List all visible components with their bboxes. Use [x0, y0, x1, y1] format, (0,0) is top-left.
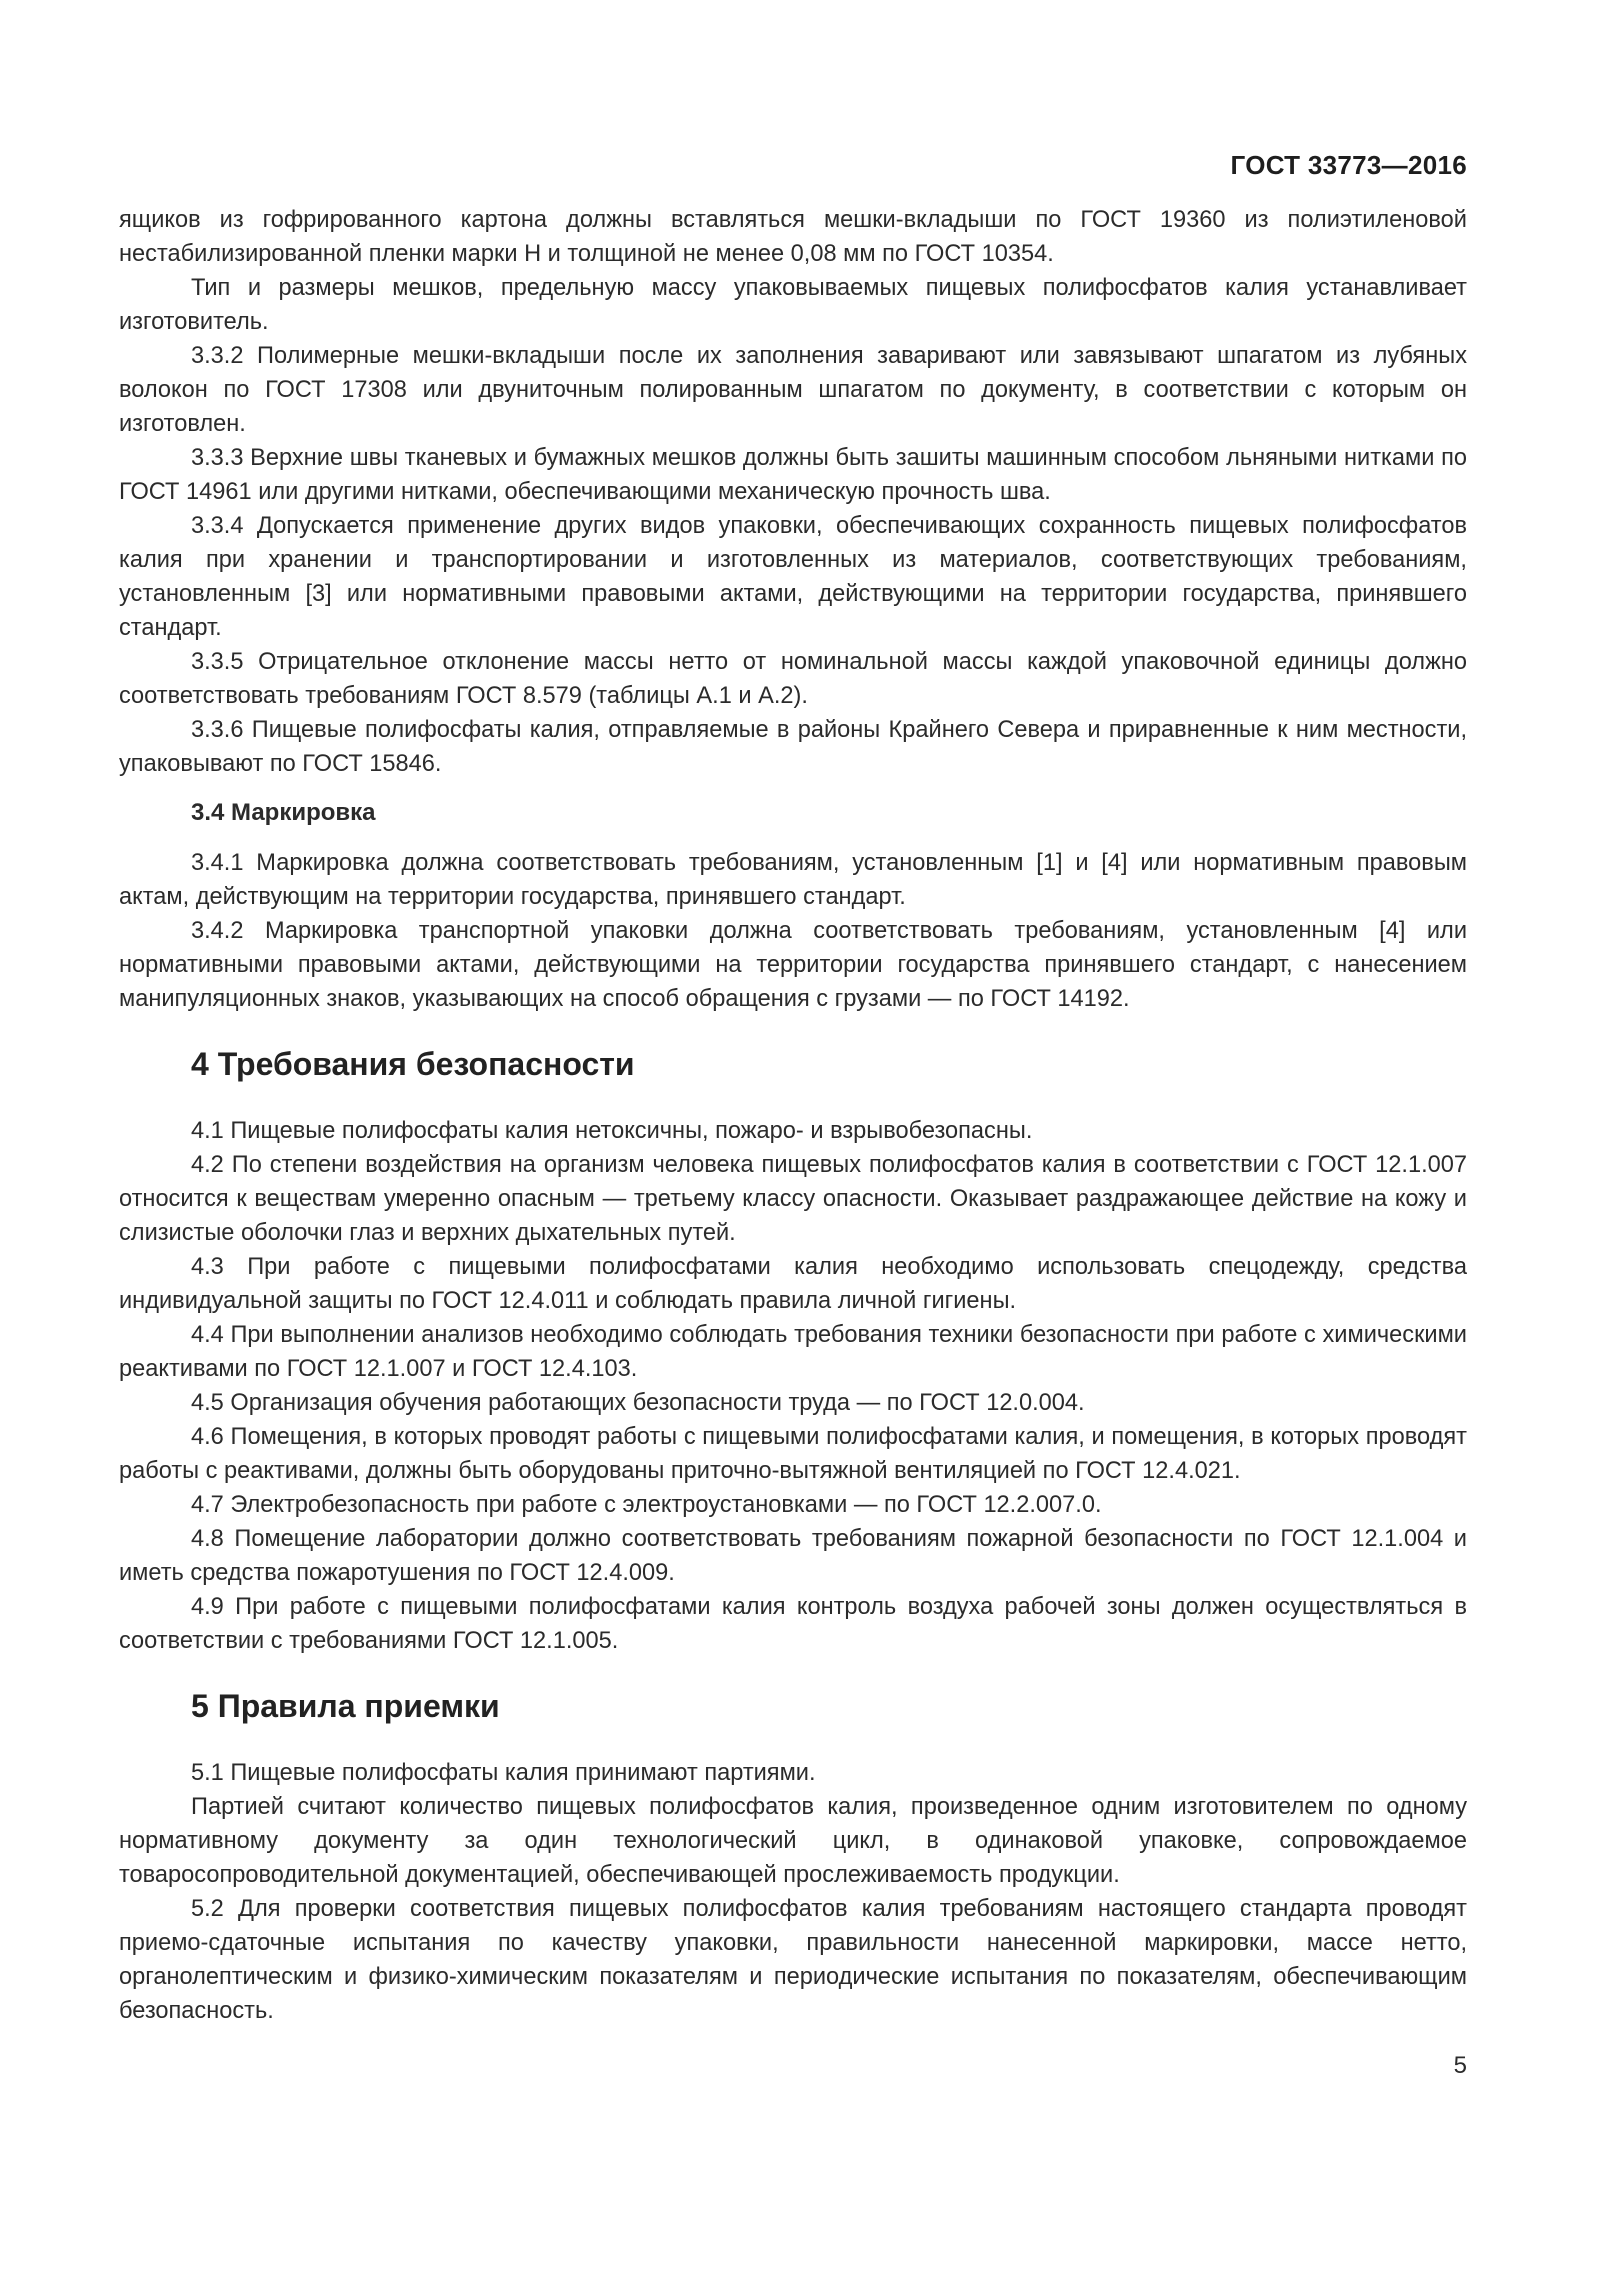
paragraph-4-3: 4.3 При работе с пищевыми полифосфатами калия необходимо использовать спецодежду, средства индивидуальной защиты по ГОСТ 12.4.011 и соблюдать правила личной гигиены. [119, 1254, 1467, 1314]
paragraph-3-3-6: 3.3.6 Пищевые полифосфаты калия, отправляемые в районы Крайнего Севера и приравненные к ним местности, упаковывают по ГОСТ 15846. [119, 717, 1467, 777]
packaging-continuation [119, 203, 1467, 781]
paragraph-4-9: 4.9 При работе с пищевыми полифосфатами калия контроль воздуха рабочей зоны должен осуществляться в соответствии с требованиями ГОСТ 12.1.005. [119, 1594, 1467, 1654]
paragraph-3-4-2: 3.4.2 Маркировка транспортной упаковки должна соответствовать требованиям, установленным [4] или нормативными правовыми актами, действующими на территории государства принявшего стандарт, с нанесением манипуляционных знаков, указывающих на способ обращения с грузами — по ГОСТ 14192. [119, 918, 1467, 1012]
section-heading-4: 4 Требования безопасности [191, 1046, 635, 1082]
paragraph-4-8: 4.8 Помещение лаборатории должно соответствовать требованиям пожарной безопасности по ГОСТ 12.1.004 и иметь средства пожаротушения по ГОСТ 12.4.009. [119, 1526, 1467, 1586]
paragraph-5-2: 5.2 Для проверки соответствия пищевых полифосфатов калия требованиям настоящего стандарта проводят приемо-сдаточные испытания по качеству упаковки, правильности нанесенной маркировки, массе нетто, органолептическим и физико-химическим показателям и периодические испытания по показателям, обеспечивающим безопасность. [119, 1896, 1467, 2024]
paragraph-continuation: ящиков из гофрированного картона должны вставляться мешки-вкладыши по ГОСТ 19360 из полиэтиленовой нестабилизированной пленки марки Н и толщиной не менее 0,08 мм по ГОСТ 10354. [119, 207, 1467, 267]
paragraph-4-4: 4.4 При выполнении анализов необходимо соблюдать требования техники безопасности при работе с химическими реактивами по ГОСТ 12.1.007 и ГОСТ 12.4.103. [119, 1322, 1467, 1382]
paragraph-3-3-2: 3.3.2 Полимерные мешки-вкладыши после их заполнения заваривают или завязывают шпагатом из лубяных волокон по ГОСТ 17308 или двуниточным полированным шпагатом по документу, в соответствии с которым он изготовлен. [119, 343, 1467, 437]
paragraph-4-2: 4.2 По степени воздействия на организм человека пищевых полифосфатов калия в соответствии с ГОСТ 12.1.007 относится к веществам умеренно опасным — третьему классу опасности. Оказывает раздражающее действие на кожу и слизистые оболочки глаз и верхних дыхательных путей. [119, 1152, 1467, 1246]
document-id: ГОСТ 33773—2016 [1230, 150, 1467, 180]
paragraph-4-5: 4.5 Организация обучения работающих безопасности труда — по ГОСТ 12.0.004. [191, 1390, 1085, 1416]
paragraph-4-6: 4.6 Помещения, в которых проводят работы с пищевыми полифосфатами калия, и помещения, в которых проводят работы с реактивами, должны быть оборудованы приточно-вытяжной вентиляцией по ГОСТ 12.4.021. [119, 1424, 1467, 1484]
page-number: 5 [1453, 2052, 1467, 2079]
paragraph-5-1: 5.1 Пищевые полифосфаты калия принимают партиями. [191, 1760, 816, 1786]
section-heading-5: 5 Правила приемки [191, 1688, 500, 1724]
subsection-heading-3-4: 3.4 Маркировка [191, 799, 376, 826]
paragraph-3-4-1: 3.4.1 Маркировка должна соответствовать требованиям, установленным [1] и [4] или нормативным правовым актам, действующим на территории государства, принявшего стандарт. [119, 850, 1467, 910]
paragraph: Тип и размеры мешков, предельную массу упаковываемых пищевых полифосфатов калия устанавливает изготовитель. [119, 275, 1467, 335]
paragraph-4-1: 4.1 Пищевые полифосфаты калия нетоксичны, пожаро- и взрывобезопасны. [191, 1118, 1033, 1144]
paragraph-5-1-batch: Партией считают количество пищевых полифосфатов калия, произведенное одним изготовителем по одному нормативному документу за один технологический цикл, в одинаковой упаковке, сопровождаемое товаросопроводительной документацией, обеспечивающей прослеживаемость продукции. [119, 1794, 1467, 1888]
paragraph-3-3-5: 3.3.5 Отрицательное отклонение массы нетто от номинальной массы каждой упаковочной единицы должно соответствовать требованиям ГОСТ 8.579 (таблицы А.1 и А.2). [119, 649, 1467, 709]
paragraph-4-7: 4.7 Электробезопасность при работе с электроустановками — по ГОСТ 12.2.007.0. [191, 1492, 1102, 1518]
paragraph-3-3-4: 3.3.4 Допускается применение других видов упаковки, обеспечивающих сохранность пищевых полифосфатов калия при хранении и транспортировании и изготовленных из материалов, соответствующих требованиям, установленным [3] или нормативными правовыми актами, действующими на территории государства, принявшего стандарт. [119, 513, 1467, 641]
paragraph-3-3-3: 3.3.3 Верхние швы тканевых и бумажных мешков должны быть зашиты машинным способом льняными нитками по ГОСТ 14961 или другими нитками, обеспечивающими механическую прочность шва. [119, 445, 1467, 505]
